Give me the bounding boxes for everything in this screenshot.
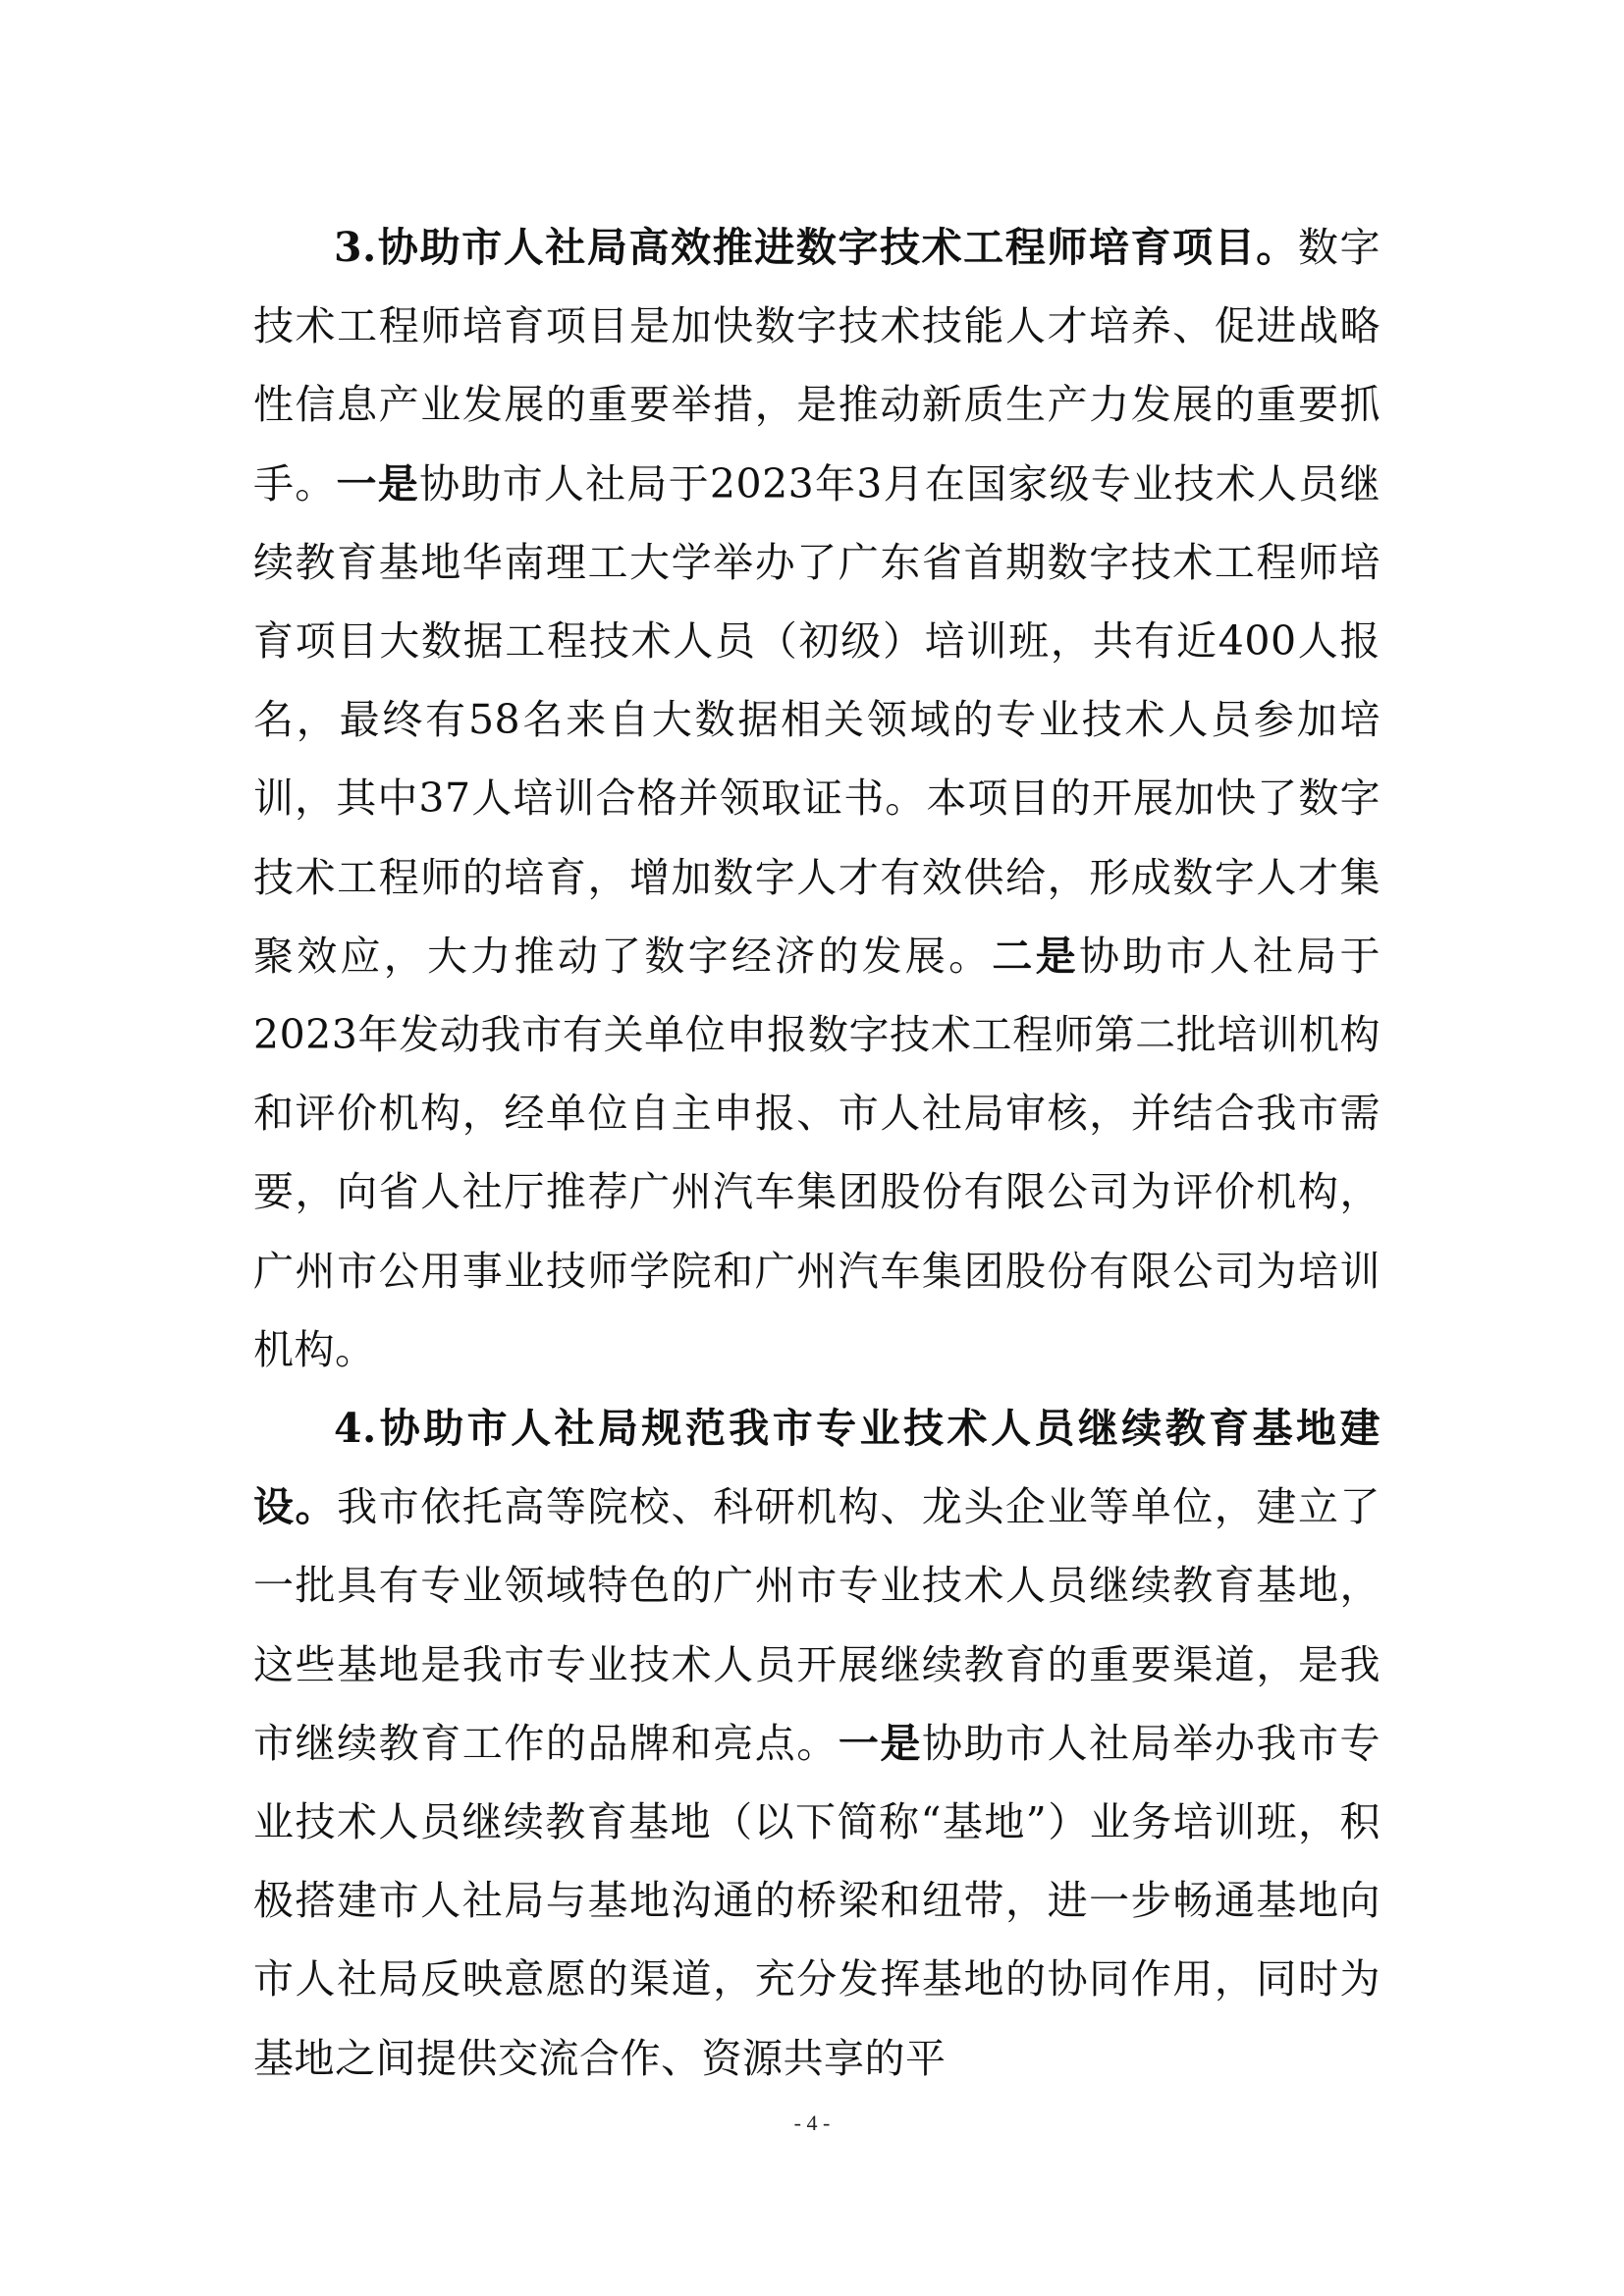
page-number: - 4 - [793,2110,831,2135]
section-heading-3: 3.协助市人社局高效推进数字技术工程师培育项目。 [334,224,1298,271]
paragraph-lead-text: 我市依托高等院校、科研机构、龙头企业等单位，建立了一批具有专业领域特色的广州市专业技术人员继续教育基地，这些基地是我市专业技术人员开展继续教育的重要渠道，是我市继续教育工作的品牌和亮点。 [253,1483,1381,1767]
paragraph-digital-engineer-program [253,208,1380,1389]
point-label-second: 二是 [992,932,1079,980]
document-body [253,208,1380,2098]
section-heading-4: 4.协助市人社局规范我市专业技术人员继续教育基地建设。 [253,1405,1380,1531]
paragraph-continuing-education-base [253,1389,1380,2098]
point-text-second: 协助市人社局于2023年发动我市有关单位申报数字技术工程师第二批培训机构和评价机构，经单位自主申报、市人社局审核，并结合我市需要，向省人社厅推荐广州汽车集团股份有限公司为评价机构，广州市公用事业技师学院和广州汽车集团股份有限公司为培训机构。 [253,932,1381,1373]
point-label-first: 一是 [336,459,420,507]
paragraph-lead-text: 数字技术工程师培育项目是加快数字技术技能人才培养、促进战略性信息产业发展的重要举措，是推动新质生产力发展的重要抓手。 [253,224,1380,507]
point-label-first: 一是 [838,1719,922,1767]
point-text-first: 协助市人社局于2023年3月在国家级专业技术人员继续教育基地华南理工大学举办了广东省首期数字技术工程师培育项目大数据工程技术人员（初级）培训班，共有近400人报名，最终有58名来自大数据相关领域的专业技术人员参加培训，其中37人培训合格并领取证书。本项目的开展加快了数字技术工程师的培育，增加数字人才有效供给，形成数字人才集聚效应，大力推动了数字经济的发展。 [253,459,1381,980]
point-text-first: 协助市人社局举办我市专业技术人员继续教育基地（以下简称“基地”）业务培训班，积极搭建市人社局与基地沟通的桥梁和纽带，进一步畅通基地向市人社局反映意愿的渠道，充分发挥基地的协同作用，同时为基地之间提供交流合作、资源共享的平 [253,1719,1381,2082]
